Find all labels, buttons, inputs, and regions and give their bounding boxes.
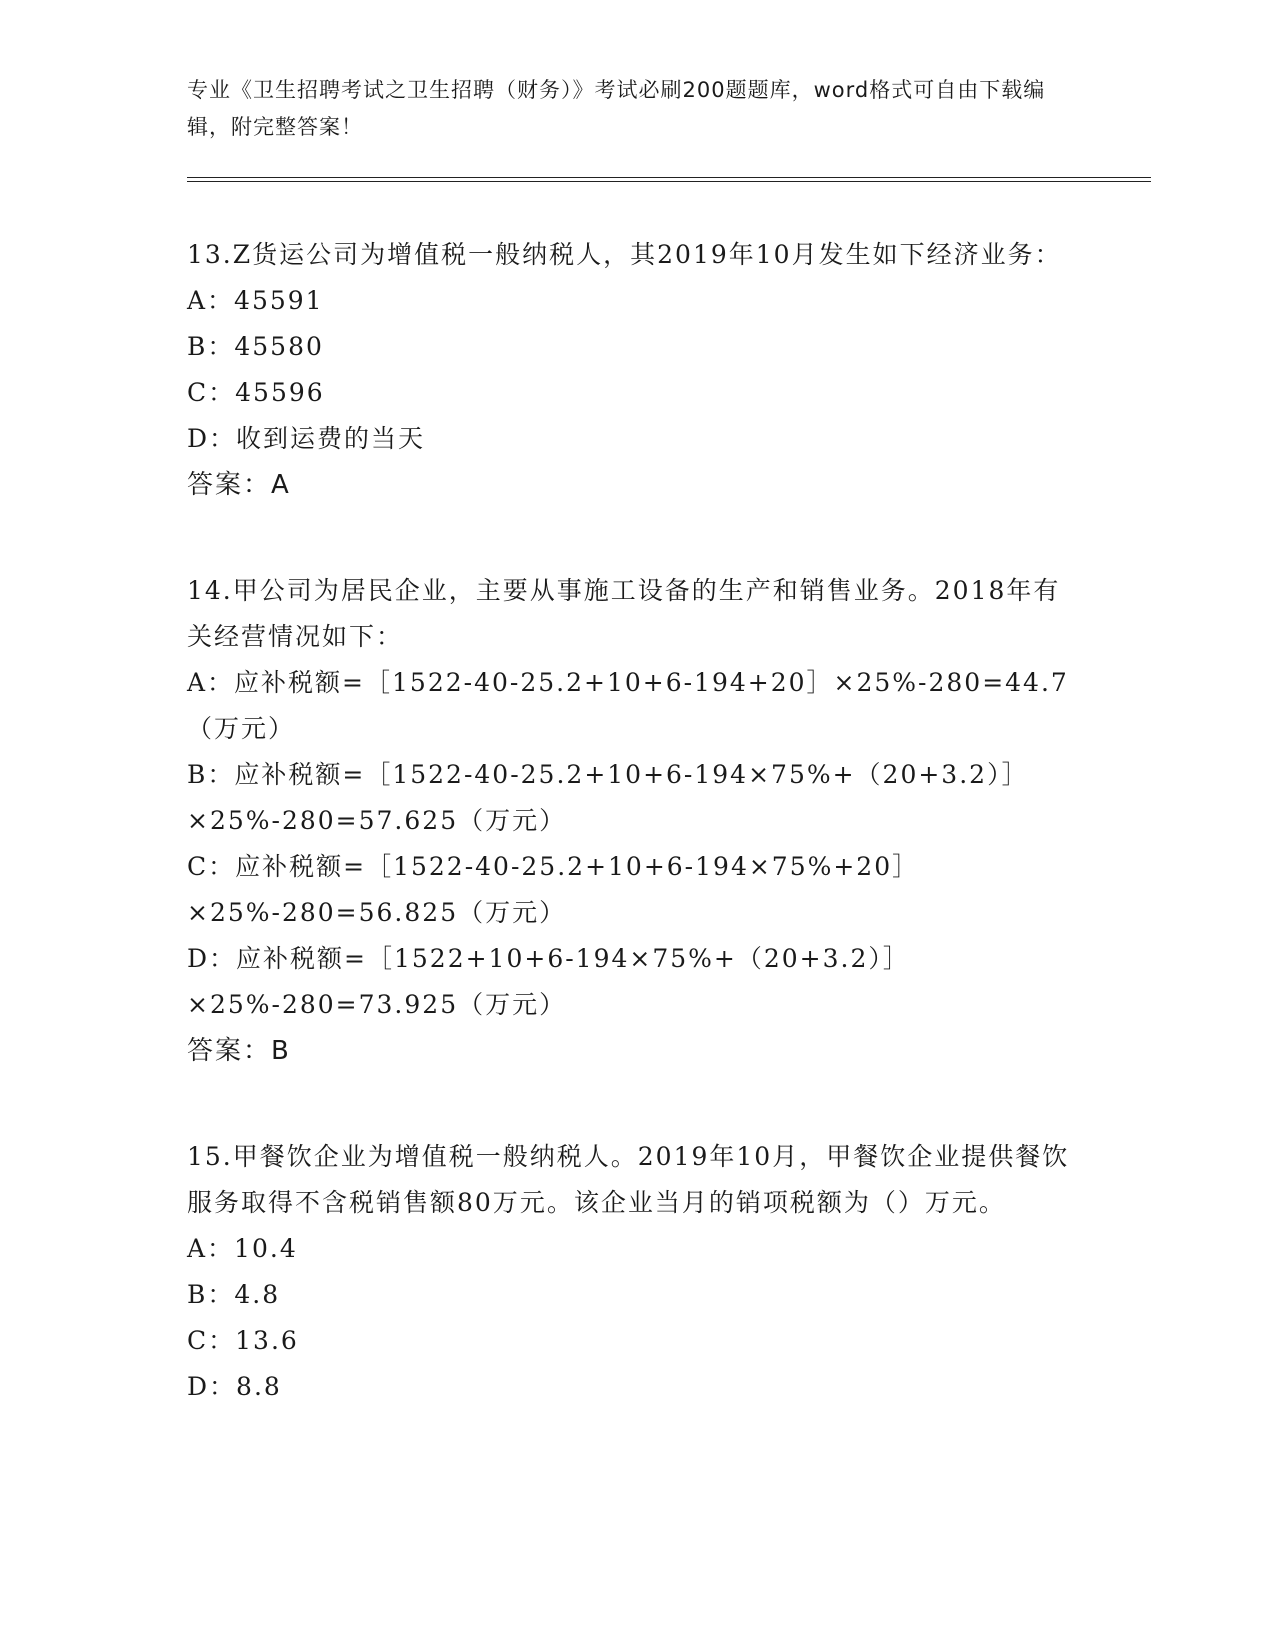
option-b: B：4.8 (187, 1280, 281, 1309)
option-d: D：应补税额=［1522+10+6-194×75%+（20+3.2）］×25%-280=73.925（万元） (187, 944, 910, 1019)
question-13 (187, 232, 1087, 508)
option-a: A：45591 (187, 286, 324, 315)
answer-label: 答案：B (187, 1036, 291, 1066)
option-b: B：应补税额=［1522-40-25.2+10+6-194×75%+（20+3.2）］×25%-280=57.625（万元） (187, 760, 1029, 835)
option-d: D：收到运费的当天 (187, 424, 426, 453)
option-c: C：13.6 (187, 1326, 299, 1355)
answer-label: 答案：A (187, 470, 291, 500)
option-b: B：45580 (187, 332, 324, 361)
question-15 (187, 1134, 1087, 1410)
question-stem: 13.Z货运公司为增值税一般纳税人，其2019年10月发生如下经济业务： (187, 240, 1062, 269)
question-stem: 15.甲餐饮企业为增值税一般纳税人。2019年10月，甲餐饮企业提供餐饮服务取得不含税销售额80万元。该企业当月的销项税额为（）万元。 (187, 1142, 1070, 1217)
question-stem: 14.甲公司为居民企业，主要从事施工设备的生产和销售业务。2018年有关经营情况如下： (187, 576, 1061, 651)
header-divider (187, 177, 1151, 182)
question-list (187, 232, 1087, 1410)
option-a: A：应补税额=［1522-40-25.2+10+6-194+20］×25%-280=44.7（万元） (187, 668, 1069, 743)
option-c: C：应补税额=［1522-40-25.2+10+6-194×75%+20］×25%-280=56.825（万元） (187, 852, 920, 927)
option-a: A：10.4 (187, 1234, 298, 1263)
question-14 (187, 568, 1087, 1074)
option-c: C：45596 (187, 378, 325, 407)
option-d: D：8.8 (187, 1372, 282, 1401)
page-header: 专业《卫生招聘考试之卫生招聘（财务）》考试必刷200题题库，word格式可自由下载编辑，附完整答案！ (187, 78, 1046, 139)
